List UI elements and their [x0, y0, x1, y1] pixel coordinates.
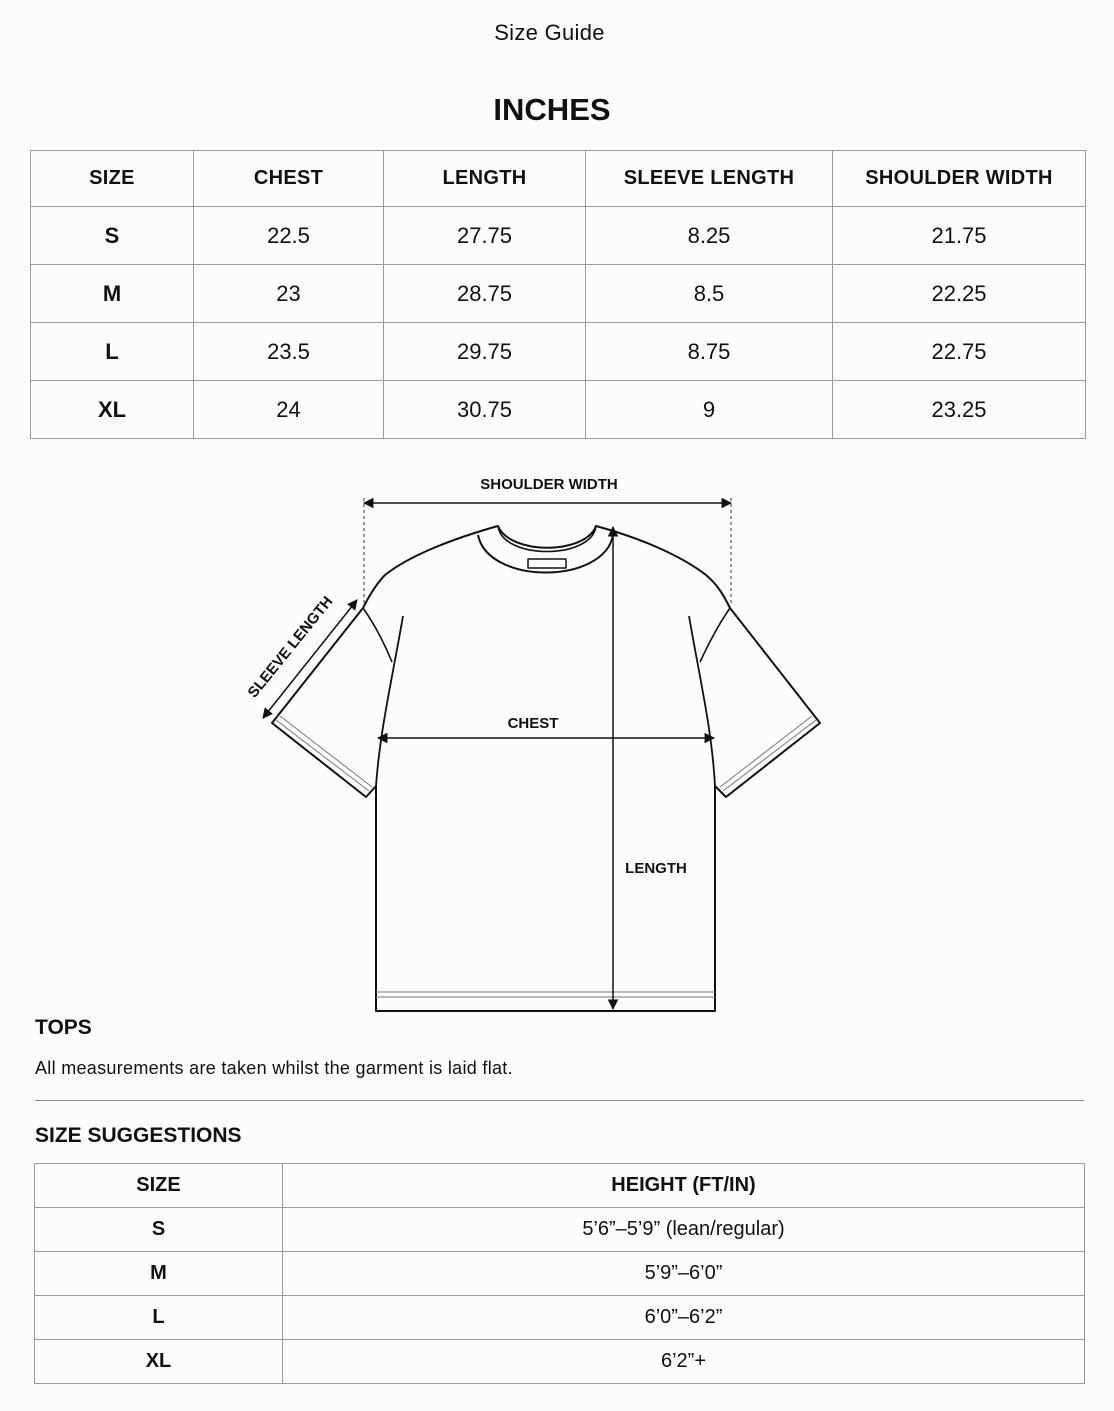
size-cell: S — [31, 207, 194, 265]
column-header-length: LENGTH — [384, 151, 586, 207]
sleeve-length-cell: 8.75 — [586, 323, 833, 381]
size-cell: M — [31, 265, 194, 323]
chest-cell: 23.5 — [194, 323, 384, 381]
chest-cell: 23 — [194, 265, 384, 323]
sleeve-length-label: SLEEVE LENGTH — [244, 593, 337, 702]
measurement-note: All measurements are taken whilst the garment is laid flat. — [35, 1058, 513, 1078]
column-header-shoulder-width: SHOULDER WIDTH — [833, 151, 1086, 207]
height-cell: 6’0”–6’2” — [283, 1296, 1085, 1340]
shoulder-width-cell: 22.75 — [833, 323, 1086, 381]
tshirt-outline — [272, 526, 820, 1011]
table-row — [35, 1296, 1085, 1340]
length-cell: 28.75 — [384, 265, 586, 323]
divider — [35, 1100, 1084, 1101]
chest-measure — [378, 715, 714, 738]
table-row — [31, 265, 1086, 323]
table-row — [31, 381, 1086, 439]
column-header-size: SIZE — [31, 151, 194, 207]
length-cell: 27.75 — [384, 207, 586, 265]
shoulder-width-measure — [364, 476, 731, 605]
tshirt-diagram — [0, 460, 1114, 1020]
size-cell: M — [35, 1252, 283, 1296]
height-cell: 5’9”–6’0” — [283, 1252, 1085, 1296]
measurement-table — [30, 150, 1086, 439]
column-header-sleeve-length: SLEEVE LENGTH — [586, 151, 833, 207]
size-cell: XL — [31, 381, 194, 439]
table-row — [31, 323, 1086, 381]
length-measure — [613, 527, 687, 1009]
size-cell: S — [35, 1208, 283, 1252]
table-row — [31, 207, 1086, 265]
table-row — [35, 1340, 1085, 1384]
shoulder-width-cell: 21.75 — [833, 207, 1086, 265]
table-row — [35, 1208, 1085, 1252]
unit-heading: INCHES — [493, 92, 611, 127]
tops-title: TOPS — [35, 1016, 92, 1039]
table-header-row — [35, 1164, 1085, 1208]
size-cell: L — [35, 1296, 283, 1340]
height-cell: 6’2”+ — [283, 1340, 1085, 1384]
table-row — [35, 1252, 1085, 1296]
hem-stitching — [276, 716, 816, 997]
length-label: LENGTH — [625, 860, 687, 877]
shoulder-width-label: SHOULDER WIDTH — [480, 476, 618, 493]
column-header-chest: CHEST — [194, 151, 384, 207]
page-title: Size Guide — [494, 20, 605, 45]
sleeve-length-cell: 8.25 — [586, 207, 833, 265]
shoulder-width-cell: 23.25 — [833, 381, 1086, 439]
table-header-row — [31, 151, 1086, 207]
size-suggestions-table — [34, 1163, 1085, 1384]
size-cell: L — [31, 323, 194, 381]
sleeve-length-cell: 8.5 — [586, 265, 833, 323]
size-suggestions-title: SIZE SUGGESTIONS — [35, 1124, 242, 1147]
sleeve-length-cell: 9 — [586, 381, 833, 439]
size-cell: XL — [35, 1340, 283, 1384]
length-cell: 30.75 — [384, 381, 586, 439]
column-header-height: HEIGHT (FT/IN) — [283, 1164, 1085, 1208]
height-cell: 5’6”–5’9” (lean/regular) — [283, 1208, 1085, 1252]
chest-label: CHEST — [507, 715, 559, 732]
shoulder-width-cell: 22.25 — [833, 265, 1086, 323]
length-cell: 29.75 — [384, 323, 586, 381]
chest-cell: 22.5 — [194, 207, 384, 265]
column-header-size: SIZE — [35, 1164, 283, 1208]
chest-cell: 24 — [194, 381, 384, 439]
sleeve-length-measure — [245, 593, 357, 718]
